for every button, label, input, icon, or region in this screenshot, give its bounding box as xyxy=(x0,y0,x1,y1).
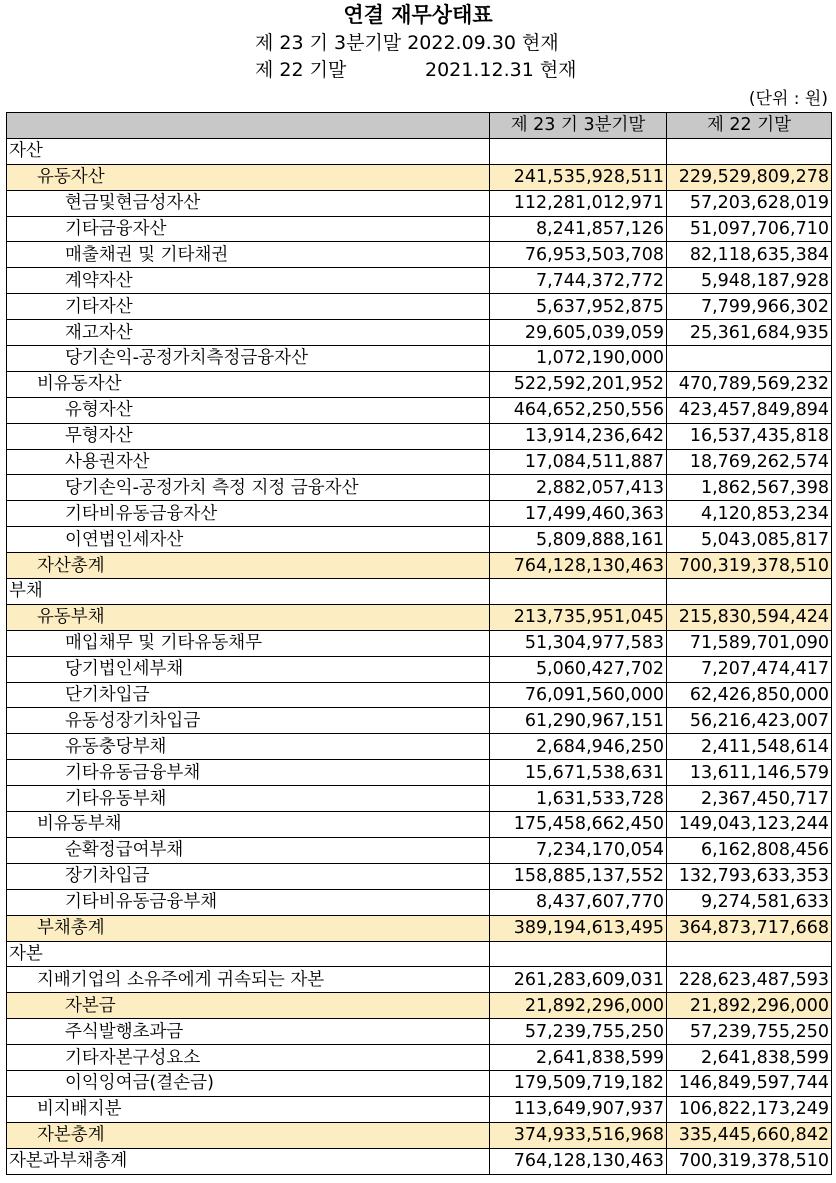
value-current: 1,072,190,000 xyxy=(490,346,667,372)
account-label: 기타비유동금융부채 xyxy=(7,889,490,915)
value-current: 76,953,503,708 xyxy=(490,242,667,268)
value-prior xyxy=(667,941,832,967)
account-label: 장기차입금 xyxy=(7,863,490,889)
account-label: 자본총계 xyxy=(7,1122,490,1148)
account-label: 사용권자산 xyxy=(7,449,490,475)
value-prior: 7,799,966,302 xyxy=(667,294,832,320)
value-prior xyxy=(667,138,832,164)
table-row xyxy=(7,346,832,372)
unit-label: (단위 : 원) xyxy=(748,89,828,109)
value-prior: 228,623,487,593 xyxy=(667,967,832,993)
table-row xyxy=(7,579,832,605)
value-current: 374,933,516,968 xyxy=(490,1122,667,1148)
value-current: 1,631,533,728 xyxy=(490,786,667,812)
value-prior xyxy=(667,579,832,605)
value-prior: 25,361,684,935 xyxy=(667,320,832,346)
account-label: 계약자산 xyxy=(7,268,490,294)
table-row xyxy=(7,216,832,242)
account-label: 유동자산 xyxy=(7,164,490,190)
account-label: 유동충당부채 xyxy=(7,734,490,760)
account-label: 기타자본구성요소 xyxy=(7,1045,490,1071)
value-prior: 82,118,635,384 xyxy=(667,242,832,268)
value-prior: 5,948,187,928 xyxy=(667,268,832,294)
account-label: 유동부채 xyxy=(7,604,490,630)
period-current xyxy=(255,30,577,57)
account-label: 재고자산 xyxy=(7,320,490,346)
value-prior: 4,120,853,234 xyxy=(667,501,832,527)
value-prior: 700,319,378,510 xyxy=(667,1148,832,1174)
value-prior: 149,043,123,244 xyxy=(667,812,832,838)
account-label: 기타유동금융부채 xyxy=(7,760,490,786)
table-row xyxy=(7,294,832,320)
column-header-prior: 제 22 기말 xyxy=(667,113,832,139)
value-current: 112,281,012,971 xyxy=(490,190,667,216)
period-prior-label: 제 22 기말 xyxy=(255,59,347,81)
value-prior: 6,162,808,456 xyxy=(667,837,832,863)
value-current: 175,458,662,450 xyxy=(490,812,667,838)
account-label: 자산총계 xyxy=(7,553,490,579)
value-current: 5,637,952,875 xyxy=(490,294,667,320)
value-prior: 51,097,706,710 xyxy=(667,216,832,242)
value-current: 5,060,427,702 xyxy=(490,656,667,682)
value-prior: 2,641,838,599 xyxy=(667,1045,832,1071)
table-row xyxy=(7,786,832,812)
value-current: 158,885,137,552 xyxy=(490,863,667,889)
value-prior: 57,203,628,019 xyxy=(667,190,832,216)
account-label: 당기손익-공정가치 측정 지정 금융자산 xyxy=(7,475,490,501)
value-current: 57,239,755,250 xyxy=(490,1019,667,1045)
value-current: 17,499,460,363 xyxy=(490,501,667,527)
table-row xyxy=(7,268,832,294)
value-current: 15,671,538,631 xyxy=(490,760,667,786)
table-row xyxy=(7,320,832,346)
value-current: 764,128,130,463 xyxy=(490,553,667,579)
value-current: 5,809,888,161 xyxy=(490,527,667,553)
value-prior: 132,793,633,353 xyxy=(667,863,832,889)
period-prior xyxy=(255,57,577,84)
value-current: 17,084,511,887 xyxy=(490,449,667,475)
balance-sheet-table xyxy=(6,112,832,1175)
value-current: 2,641,838,599 xyxy=(490,1045,667,1071)
account-label: 유형자산 xyxy=(7,397,490,423)
account-label: 비유동자산 xyxy=(7,371,490,397)
account-label: 주식발행초과금 xyxy=(7,1019,490,1045)
value-current: 8,437,607,770 xyxy=(490,889,667,915)
value-prior: 700,319,378,510 xyxy=(667,553,832,579)
value-current: 2,684,946,250 xyxy=(490,734,667,760)
value-prior: 2,411,548,614 xyxy=(667,734,832,760)
table-row xyxy=(7,604,832,630)
account-label: 비지배지분 xyxy=(7,1096,490,1122)
table-row xyxy=(7,682,832,708)
value-prior: 215,830,594,424 xyxy=(667,604,832,630)
account-label: 기타금융자산 xyxy=(7,216,490,242)
table-row xyxy=(7,190,832,216)
table-row xyxy=(7,1122,832,1148)
account-label: 기타비유동금융자산 xyxy=(7,501,490,527)
value-current: 61,290,967,151 xyxy=(490,708,667,734)
table-row xyxy=(7,941,832,967)
table-row xyxy=(7,1070,832,1096)
account-label: 비유동부채 xyxy=(7,812,490,838)
table-row xyxy=(7,915,832,941)
period-header xyxy=(255,30,577,84)
table-row xyxy=(7,553,832,579)
value-current: 522,592,201,952 xyxy=(490,371,667,397)
account-label: 이익잉여금(결손금) xyxy=(7,1070,490,1096)
table-row xyxy=(7,630,832,656)
table-row xyxy=(7,734,832,760)
value-current: 76,091,560,000 xyxy=(490,682,667,708)
account-label: 자본과부채총계 xyxy=(7,1148,490,1174)
table-row xyxy=(7,242,832,268)
value-prior: 16,537,435,818 xyxy=(667,423,832,449)
value-current: 179,509,719,182 xyxy=(490,1070,667,1096)
table-row xyxy=(7,812,832,838)
column-header-current: 제 23 기 3분기말 xyxy=(490,113,667,139)
account-label: 자본금 xyxy=(7,993,490,1019)
value-prior: 335,445,660,842 xyxy=(667,1122,832,1148)
table-row xyxy=(7,1096,832,1122)
value-prior: 106,822,173,249 xyxy=(667,1096,832,1122)
value-current: 241,535,928,511 xyxy=(490,164,667,190)
account-label: 자산 xyxy=(7,138,490,164)
value-current: 213,735,951,045 xyxy=(490,604,667,630)
table-row xyxy=(7,993,832,1019)
account-label: 부채총계 xyxy=(7,915,490,941)
table-row xyxy=(7,164,832,190)
account-label: 순확정급여부채 xyxy=(7,837,490,863)
value-prior: 13,611,146,579 xyxy=(667,760,832,786)
value-prior: 57,239,755,250 xyxy=(667,1019,832,1045)
value-current xyxy=(490,138,667,164)
period-current-date: 2022.09.30 현재 xyxy=(407,32,559,54)
value-current xyxy=(490,579,667,605)
table-row xyxy=(7,423,832,449)
table-row xyxy=(7,449,832,475)
table-row xyxy=(7,1045,832,1071)
value-current: 113,649,907,937 xyxy=(490,1096,667,1122)
table-row xyxy=(7,138,832,164)
value-current: 21,892,296,000 xyxy=(490,993,667,1019)
value-current: 29,605,039,059 xyxy=(490,320,667,346)
account-label: 유동성장기차입금 xyxy=(7,708,490,734)
value-prior: 146,849,597,744 xyxy=(667,1070,832,1096)
period-current-label: 제 23 기 3분기말 xyxy=(255,32,402,54)
account-label: 무형자산 xyxy=(7,423,490,449)
value-prior: 62,426,850,000 xyxy=(667,682,832,708)
value-prior: 364,873,717,668 xyxy=(667,915,832,941)
value-prior: 423,457,849,894 xyxy=(667,397,832,423)
value-current: 389,194,613,495 xyxy=(490,915,667,941)
table-row xyxy=(7,527,832,553)
value-prior: 2,367,450,717 xyxy=(667,786,832,812)
account-label: 부채 xyxy=(7,579,490,605)
value-prior: 7,207,474,417 xyxy=(667,656,832,682)
value-prior: 18,769,262,574 xyxy=(667,449,832,475)
value-current: 8,241,857,126 xyxy=(490,216,667,242)
table-row xyxy=(7,397,832,423)
value-prior: 5,043,085,817 xyxy=(667,527,832,553)
table-row xyxy=(7,863,832,889)
account-label: 자본 xyxy=(7,941,490,967)
value-current: 464,652,250,556 xyxy=(490,397,667,423)
value-prior: 9,274,581,633 xyxy=(667,889,832,915)
table-row xyxy=(7,1148,832,1174)
value-current xyxy=(490,941,667,967)
account-label: 매입채무 및 기타유동채무 xyxy=(7,630,490,656)
account-label: 기타유동부채 xyxy=(7,786,490,812)
account-label: 매출채권 및 기타채권 xyxy=(7,242,490,268)
value-prior: 470,789,569,232 xyxy=(667,371,832,397)
table-row xyxy=(7,760,832,786)
table-row xyxy=(7,371,832,397)
account-label: 당기손익-공정가치측정금융자산 xyxy=(7,346,490,372)
column-header-account xyxy=(7,113,490,139)
value-prior: 229,529,809,278 xyxy=(667,164,832,190)
value-prior: 71,589,701,090 xyxy=(667,630,832,656)
account-label: 이연법인세자산 xyxy=(7,527,490,553)
value-prior: 21,892,296,000 xyxy=(667,993,832,1019)
table-row xyxy=(7,967,832,993)
value-current: 7,234,170,054 xyxy=(490,837,667,863)
table-row xyxy=(7,501,832,527)
statement-title: 연결 재무상태표 xyxy=(343,3,493,27)
value-current: 7,744,372,772 xyxy=(490,268,667,294)
period-prior-date: 2021.12.31 현재 xyxy=(425,59,577,81)
value-prior xyxy=(667,346,832,372)
account-label: 당기법인세부채 xyxy=(7,656,490,682)
account-label: 현금및현금성자산 xyxy=(7,190,490,216)
value-current: 764,128,130,463 xyxy=(490,1148,667,1174)
value-current: 13,914,236,642 xyxy=(490,423,667,449)
table-row xyxy=(7,475,832,501)
table-header-row xyxy=(7,113,832,139)
account-label: 기타자산 xyxy=(7,294,490,320)
table-row xyxy=(7,708,832,734)
value-current: 2,882,057,413 xyxy=(490,475,667,501)
value-current: 261,283,609,031 xyxy=(490,967,667,993)
table-row xyxy=(7,837,832,863)
account-label: 지배기업의 소유주에게 귀속되는 자본 xyxy=(7,967,490,993)
value-current: 51,304,977,583 xyxy=(490,630,667,656)
account-label: 단기차입금 xyxy=(7,682,490,708)
value-prior: 56,216,423,007 xyxy=(667,708,832,734)
table-row xyxy=(7,1019,832,1045)
table-row xyxy=(7,656,832,682)
table-row xyxy=(7,889,832,915)
value-prior: 1,862,567,398 xyxy=(667,475,832,501)
